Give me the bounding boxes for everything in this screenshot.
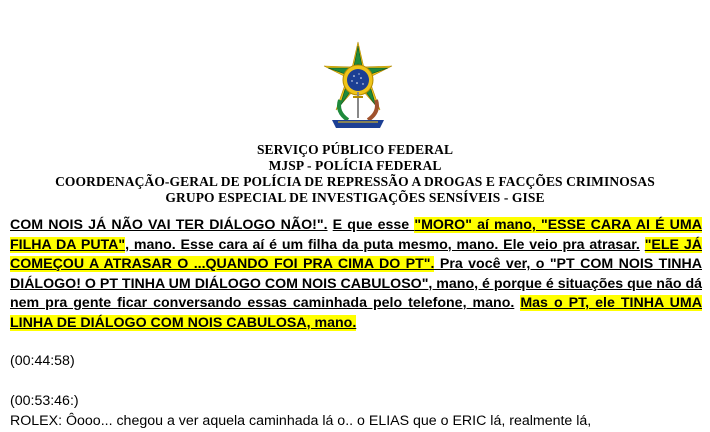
header-line-ministry: MJSP - POLÍCIA FEDERAL <box>268 158 442 173</box>
space <box>640 237 645 253</box>
rolex-line: ROLEX: Ôooo... chegou a ver aquela caminhada lá o.. o ELIAS que o ERIC lá, realmente lá, <box>10 413 592 429</box>
transcript-plain-section <box>10 352 702 432</box>
highlight-pt-quote: "ELE JÁ COMEÇOU A ATRASAR O ...QUANDO FOI PRA CIMA DO PT". <box>10 236 702 272</box>
quote-dialogue-end: COM NOIS JÁ NÃO VAI TER DIÁLOGO NÃO!". <box>10 217 328 233</box>
transcript-paragraph <box>10 216 702 333</box>
transcript-text: , mano. Esse cara aí é um filha da puta mesmo, mano. Ele veio pra atrasar. <box>125 236 640 253</box>
blank-line <box>10 372 702 392</box>
transcript-text: Pra você ver, o "PT COM NOIS TINHA DIÁLOGO! O PT TINHA UM DIÁLOGO COM NOIS CABULOSO", mano, é porque é situações que não dá nem pra gente ficar conversando essas caminhada pelo telefone, mano. <box>10 256 703 311</box>
header-line-coordination: COORDENAÇÃO-GERAL DE POLÍCIA DE REPRESSÃO A DROGAS E FACÇÕES CRIMINOSAS <box>55 174 655 189</box>
header-line-group: GRUPO ESPECIAL DE INVESTIGAÇÕES SENSÍVEIS - GISE <box>165 190 545 205</box>
brazil-coat-of-arms-icon <box>318 40 398 132</box>
highlight-moro-quote: "MORO" aí mano, "ESSE CARA AI É UMA FILHA DA PUTA" <box>10 217 702 253</box>
transcript-text: E que esse <box>332 217 415 233</box>
highlight-pt-dialogue: Mas o PT, ele TINHA UMA LINHA DE DIÁLOGO COM NOIS CABULOSA, mano. <box>10 295 702 331</box>
timestamp: (00:53:46:) <box>10 393 79 409</box>
header-line-service: SERVIÇO PÚBLICO FEDERAL <box>256 142 454 157</box>
timestamp: (00:44:58) <box>10 353 75 369</box>
